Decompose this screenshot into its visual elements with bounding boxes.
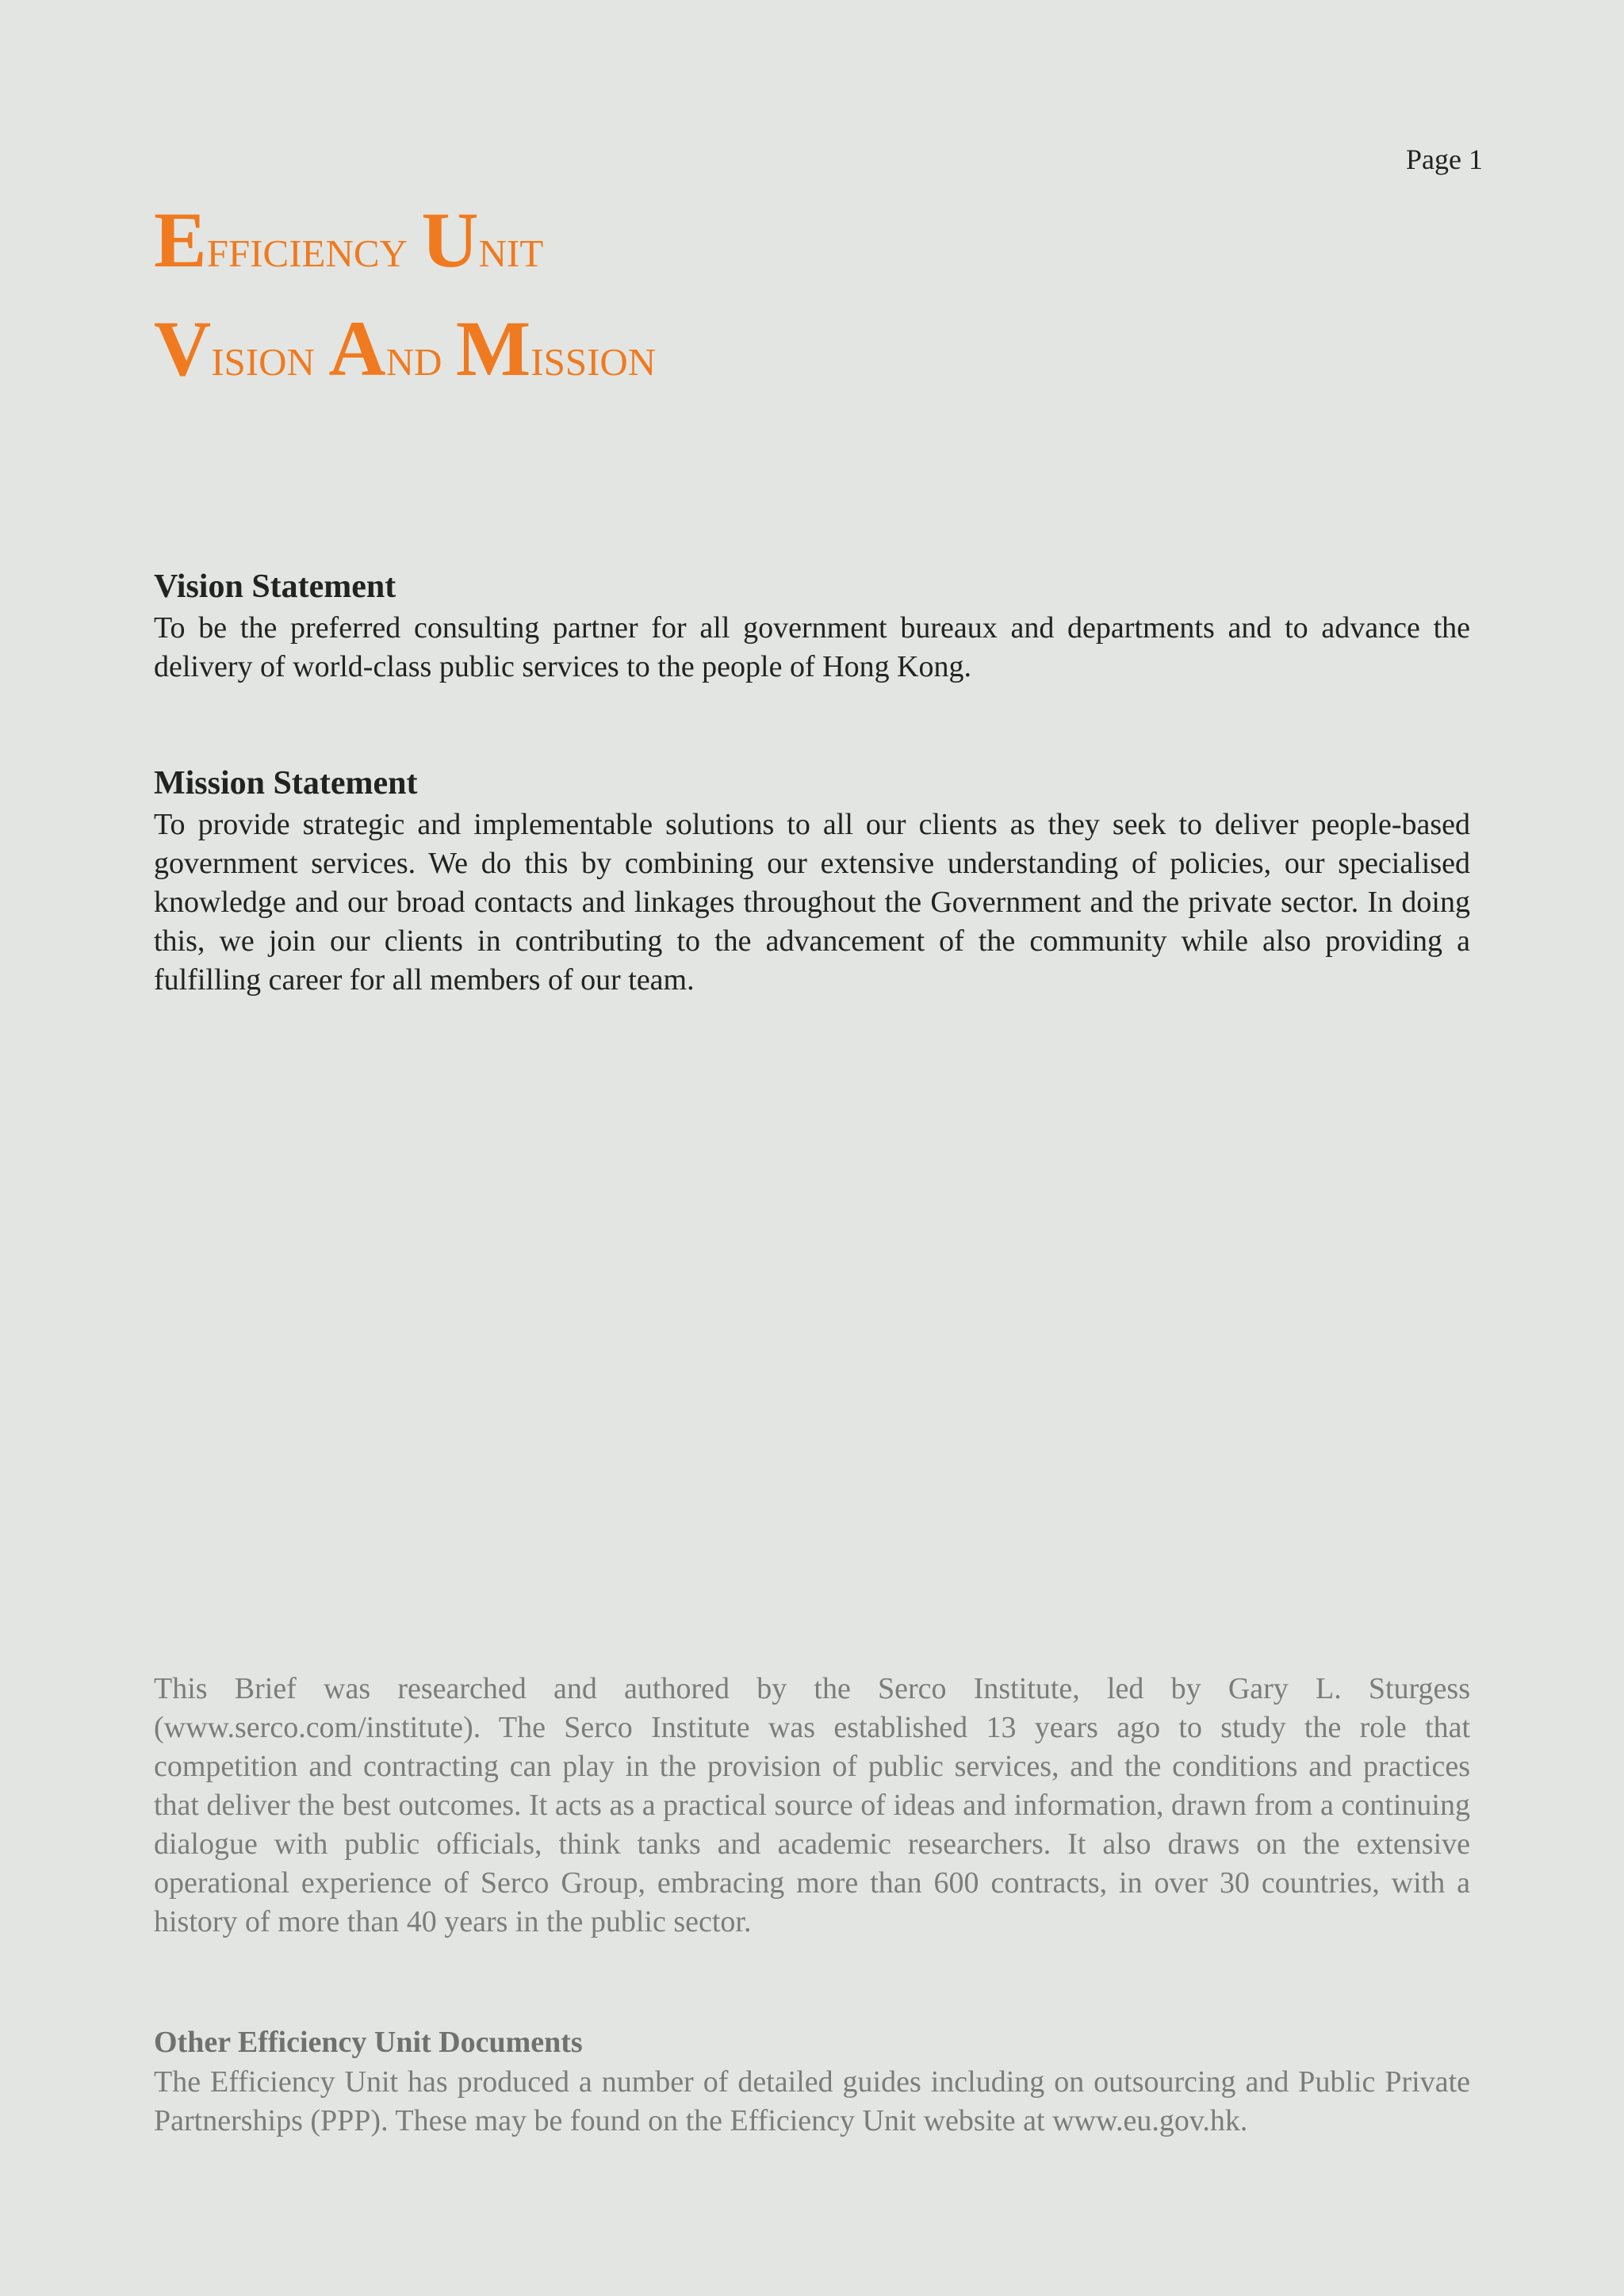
title-word-unit: Unit [421, 196, 544, 284]
title-line-2 [154, 299, 656, 408]
other-documents-section [154, 2022, 1470, 2141]
title-line-1 [154, 190, 656, 299]
document-title [154, 190, 656, 408]
vision-section [154, 564, 1470, 687]
mission-heading: Mission Statement [154, 765, 418, 802]
vision-heading: Vision Statement [154, 568, 396, 605]
mission-body: To provide strategic and implementable solutions to all our clients as they seek to deliver people-based government services. We do this by combining our extensive understanding of policies, our specialised knowledge and our broad contacts and linkages throughout the Government and the private sector. In doing this, we join our clients in contributing to the advancement of the community while also providing a fulfilling career for all members of our team. [154, 808, 1470, 997]
vision-body: To be the preferred consulting partner for all government bureaux and departments and to advance the delivery of world-class public services to the people of Hong Kong. [154, 611, 1470, 683]
page-number: Page 1 [1406, 144, 1483, 175]
title-word-efficiency: Efficiency [154, 196, 408, 284]
mission-section [154, 761, 1470, 1000]
brief-section [154, 1670, 1470, 1942]
title-word-vision: Vision [154, 304, 315, 392]
title-word-mission: Mission [455, 304, 657, 392]
other-documents-body: The Efficiency Unit has produced a number of detailed guides including on outsourcing and Public Private Partnerships (PPP). These may be found on the Efficiency Unit website at www.eu.gov.hk. [154, 2065, 1470, 2137]
brief-body: This Brief was researched and authored by the Serco Institute, led by Gary L. Sturgess (www.serco.com/institute). The Serco Institute was established 13 years ago to study the role that competition and contracting can play in the provision of public services, and the conditions and practices that deliver the best outcomes. It acts as a practical source of ideas and information, drawn from a continuing dialogue with public officials, think tanks and academic researchers. It also draws on the extensive operational experience of Serco Group, embracing more than 600 contracts, in over 30 countries, with a history of more than 40 years in the public sector. [154, 1672, 1470, 1938]
title-word-and: And [328, 304, 442, 392]
other-documents-heading: Other Efficiency Unit Documents [154, 2026, 583, 2059]
